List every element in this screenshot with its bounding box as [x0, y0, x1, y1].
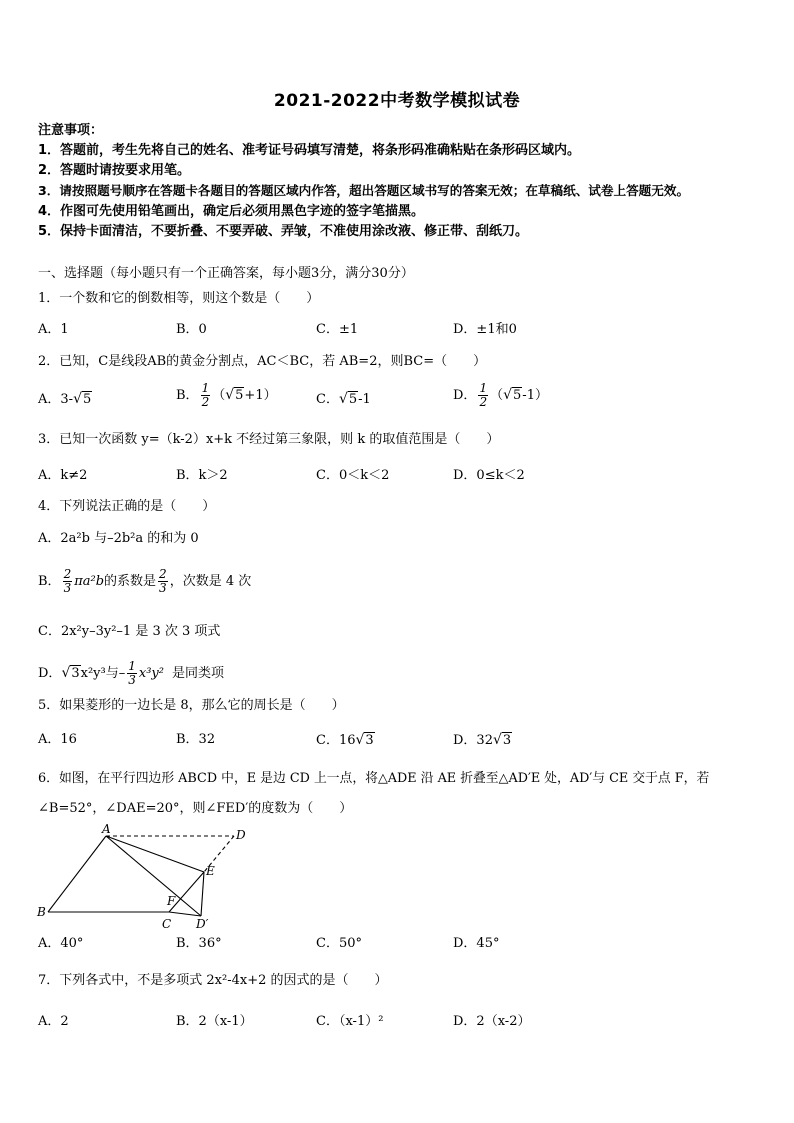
q2-d-prefix: D．	[453, 388, 477, 403]
q2-b-suffix: +1）	[244, 388, 277, 403]
q2-c-suffix: -1	[358, 392, 371, 407]
q2-a-radicand: 5	[82, 392, 92, 407]
question-6-stem-line1: 6．如图，在平行四边形 ABCD 中，E 是边 CD 上一点，将△ADE 沿 AE 折叠至△AD′E 处，AD′与 CE 交于点 F，若	[38, 771, 710, 786]
q2-d-radicand: 5	[513, 388, 522, 403]
q4-option-d	[38, 660, 224, 687]
q4-d-suffix: 是同类项	[172, 666, 225, 681]
paren-open: （	[490, 388, 504, 403]
radical-sign: √	[503, 387, 513, 403]
q4-d-prefix: D．	[38, 666, 62, 681]
q2-option-c	[316, 390, 371, 409]
denominator: 3	[63, 581, 72, 595]
denominator: 2	[201, 395, 210, 409]
q5-d-prefix: D．32	[453, 733, 493, 748]
label-c: C	[162, 917, 172, 931]
q4-b-term: πa²b	[74, 574, 105, 589]
label-e: E	[206, 864, 215, 878]
q4-b-prefix: B．	[38, 574, 61, 589]
radical-sign: √	[492, 732, 502, 748]
notice-item: 4．作图可先使用铅笔画出，确定后必须用黑色字迹的签字笔描黑。	[38, 204, 425, 219]
side-ab	[48, 836, 106, 912]
label-b: B	[37, 905, 46, 919]
q7-option-b: B．2（x-1）	[176, 1014, 253, 1029]
fraction	[478, 382, 488, 409]
notice-heading: 注意事项：	[38, 123, 104, 138]
q4-option-c: C．2x²y–3y²–1 是 3 次 3 项式	[38, 624, 221, 639]
q5-d-radicand: 3	[502, 733, 512, 748]
q3-option-a: A．k≠2	[38, 468, 88, 483]
parallelogram-figure	[36, 822, 246, 932]
numerator: 1	[479, 381, 488, 395]
notice-item: 5．保持卡面清洁，不要折叠、不要弄破、弄皱，不准使用涂改液、修正带、刮纸刀。	[38, 224, 529, 239]
q1-option-d: D．±1和0	[453, 322, 517, 337]
q5-c-prefix: C．16	[316, 733, 356, 748]
radical-sign: √	[61, 665, 71, 681]
q1-option-b: B．0	[176, 322, 207, 337]
question-5-stem: 5．如果菱形的一边长是 8，那么它的周长是（ ）	[38, 698, 345, 713]
notice-item: 3．请按照题号顺序在答题卡各题目的答题区域内作答，超出答题区域书写的答案无效；在草稿纸、试卷上答题无效。	[38, 183, 690, 198]
denominator: 2	[479, 395, 488, 409]
q2-b-radicand: 5	[235, 388, 244, 403]
segment-ed-prime	[201, 872, 204, 916]
q2-c-prefix: C．	[316, 392, 339, 407]
question-2-stem: 2．已知，C是线段AB的黄金分割点，AC＜BC，若 AB=2，则BC=（ ）	[38, 354, 487, 369]
q4-d-radicand: 3	[71, 666, 80, 681]
segment-ad-prime	[106, 836, 201, 916]
label-f: F	[167, 894, 176, 908]
numerator: 2	[159, 567, 167, 581]
q2-option-a	[38, 390, 92, 409]
q2-a-prefix: A．3-	[38, 392, 74, 407]
q1-option-a: A．1	[38, 322, 69, 337]
question-6-stem-line2: ∠B=52°，∠DAE=20°，则∠FED′的度数为（ ）	[38, 801, 353, 816]
q5-option-c	[316, 731, 375, 750]
q4-b-suffix: ，次数是 4 次	[169, 574, 252, 589]
q3-option-b: B．k＞2	[176, 468, 228, 483]
notice-item: 2．答题时请按要求用笔。	[38, 163, 191, 178]
label-d-prime: D′	[196, 917, 209, 931]
numerator: 2	[63, 567, 72, 581]
q6-option-d: D．45°	[453, 936, 500, 951]
radical-sign: √	[355, 732, 365, 748]
fraction	[201, 382, 211, 409]
question-3-stem: 3．已知一次函数 y=（k-2）x+k 不经过第三象限，则 k 的取值范围是（ ）	[38, 432, 500, 447]
denominator: 3	[159, 581, 167, 595]
q7-option-d: D．2（x-2）	[453, 1014, 531, 1029]
q2-c-radicand: 5	[348, 392, 358, 407]
radical-sign: √	[73, 391, 82, 407]
q5-option-b: B．32	[176, 732, 216, 747]
q5-option-d	[453, 731, 512, 750]
q2-b-prefix: B．	[176, 388, 199, 403]
notice-item: 1．答题前，考生先将自己的姓名、准考证号码填写清楚，将条形码准确粘贴在条形码区域内。	[38, 143, 581, 158]
q4-option-b	[38, 568, 251, 595]
fraction	[63, 568, 73, 595]
q4-d-term2: x³y²	[138, 666, 164, 681]
question-1-stem: 1．一个数和它的倒数相等，则这个数是（ ）	[38, 291, 320, 306]
page-title: 2021-2022中考数学模拟试卷	[273, 91, 521, 111]
q7-option-a: A．2	[38, 1014, 69, 1029]
q6-option-b: B．36°	[176, 936, 222, 951]
q2-option-b	[176, 382, 277, 409]
q4-b-text: 的系数是	[104, 574, 157, 589]
radical-sign: √	[338, 391, 348, 407]
q2-option-d	[453, 382, 548, 409]
q3-option-c: C．0＜k＜2	[316, 468, 390, 483]
q6-option-c: C．50°	[316, 936, 362, 951]
q7-option-c: C．（x-1）²	[316, 1014, 384, 1029]
radical-sign: √	[225, 387, 235, 403]
segment-ae	[106, 836, 204, 872]
q4-option-a: A．2a²b 与–2b²a 的和为 0	[38, 531, 199, 546]
q4-d-term: x²y³与–	[80, 666, 126, 681]
paren-open: （	[212, 388, 226, 403]
label-a: A	[102, 822, 111, 836]
q5-c-radicand: 3	[365, 733, 374, 748]
fraction	[158, 568, 168, 595]
numerator: 1	[201, 381, 210, 395]
denominator: 3	[128, 673, 136, 687]
question-7-stem: 7．下列各式中，不是多项式 2x²-4x+2 的因式的是（ ）	[38, 973, 388, 988]
q1-option-c: C．±1	[316, 322, 359, 337]
fraction	[127, 660, 137, 687]
q6-option-a: A．40°	[38, 936, 84, 951]
q3-option-d: D．0≤k＜2	[453, 468, 525, 483]
question-4-stem: 4．下列说法正确的是（ ）	[38, 499, 216, 514]
q2-d-suffix: -1）	[522, 388, 548, 403]
q5-option-a: A．16	[38, 732, 77, 747]
section-heading: 一、选择题（每小题只有一个正确答案，每小题3分，满分30分）	[38, 266, 414, 281]
numerator: 1	[128, 659, 136, 673]
label-d: D	[236, 828, 246, 842]
